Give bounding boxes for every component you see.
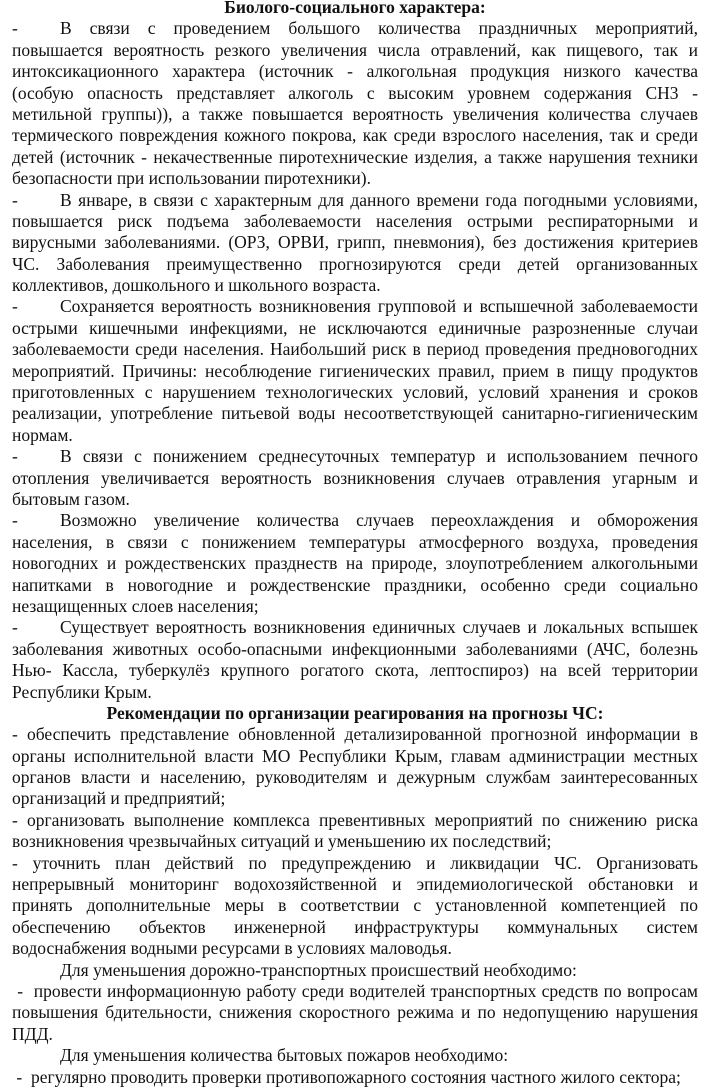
text-line: вирусными заболеваниями. (ОРЗ, ОРВИ, грипп, пневмония), без достижения критериев [12,232,698,253]
bio-social-list [12,18,698,703]
section-heading-bio-social: Биолого-социального характера: [224,0,486,17]
list-item [12,18,698,189]
text-line: напитками в новогодние и рождественские праздники, особенно среди социально [12,574,698,595]
text-line: Нью- Кассла, туберкулёз крупного рогатого скота, лептоспироз) на всей территории [12,660,698,681]
section-heading-recommendations: Рекомендации по организации реагирования на прогнозы ЧС: [106,702,604,723]
text-line [12,18,698,39]
text-line: детей (источник - некачественные пиротехнические изделия, а также нарушения техники [12,146,698,167]
text-line: острыми кишечными инфекциями, не исключаются единичные разрозненные случаи [12,317,698,338]
text-line: заболевания животных особо-опасными инфекционными заболеваниями (АЧС, болезнь [12,638,698,659]
line-text: В связи с проведением большого количества праздничных мероприятий, [60,18,698,39]
text-line [12,296,698,317]
text-line: повышается вероятность резкого увеличения числа отравлений, как пищевого, так и [12,39,698,60]
text-line: термического повреждения кожного покрова, как среди взрослого населения, так и среди [12,125,698,146]
text-line: возникновения чрезвычайных ситуаций и уменьшению их последствий; [12,831,552,852]
road-safety-list [12,981,698,1045]
line-text: Сохраняется вероятность возникновения групповой и вспышечной заболеваемости [60,296,698,317]
text-line: принять дополнительные меры в соответствии с установленной компетенцией по [12,895,698,916]
fire-safety-list [12,1067,698,1088]
text-line: отопления увеличивается вероятность возникновения случаев отравления угарным и [12,467,698,488]
line-text: Существует вероятность возникновения единичных случаев и локальных вспышек [60,617,698,638]
text-line: населения, в связи с понижением температуры атмосферного воздуха, проведения [12,531,698,552]
text-line [12,617,698,638]
text-line: - регулярно проводить проверки противопожарного состояния частного жилого сектора; [12,1066,681,1087]
text-line: Республики Крым. [12,681,152,702]
bullet-dash: - [12,617,18,638]
bullet-dash: - [12,510,18,531]
text-line: коллективов, дошкольного и школьного возраста. [12,275,381,296]
list-item [12,296,698,446]
text-line: новогодних и рождественских празднеств на природе, злоупотреблением алкогольными [12,553,698,574]
list-item [12,724,698,810]
text-line: (особую опасность представляет алкоголь с высоким уровнем содержания СН3 - [12,82,698,103]
text-line: органов власти и населению, руководителям и дежурным службам заинтересованных [12,767,698,788]
text-line: мероприятий. Причины: несоблюдение гигиенических правил, прием в пищу продуктов [12,360,698,381]
list-item [12,190,698,297]
text-line: ПДД. [12,1023,53,1044]
text-line: - организовать выполнение комплекса превентивных мероприятий по снижению риска [12,809,698,830]
text-line: незащищенных слоев населения; [12,595,259,616]
list-item [12,617,698,703]
list-item [12,1067,698,1088]
document-page [12,0,698,1088]
text-line: обеспечению объектов инженерной инфраструктуры коммунальных систем [12,916,698,937]
fire-safety-intro: Для уменьшения количества бытовых пожаров необходимо: [60,1045,509,1066]
road-safety-intro: Для уменьшения дорожно-транспортных происшествий необходимо: [60,959,577,980]
text-line: - уточнить план действий по предупреждению и ликвидации ЧС. Организовать [12,852,698,873]
list-item [12,981,698,1045]
line-text: В январе, в связи с характерным для данного времени года погодными условиями, [60,189,698,210]
text-line: нормам. [12,424,73,445]
text-line [12,446,698,467]
text-line: приготовленных с нарушением технологических условий, условий хранения и сроков [12,382,698,403]
text-line: органы исполнительной власти МО Республики Крым, главам администрации местных [12,745,698,766]
text-line: интоксикационного характера (источник - алкогольная продукция низкого качества [12,61,698,82]
text-line: метильной группы)), а также повышается вероятность увеличения количества случаев [12,103,698,124]
list-item [12,853,698,960]
text-line: ЧС. Заболевания преимущественно прогнозируются среди детей организованных [12,253,698,274]
text-line: бытовым газом. [12,488,130,509]
text-line: повышения бдительности, снижения скоростного режима и по недопущению нарушения [12,1002,698,1023]
list-item [12,446,698,510]
text-line: заболеваемости среди населения. Наибольший риск в период проведения предновогодних [12,339,698,360]
text-line: непрерывный мониторинг водохозяйственной и эпидемиологической обстановки и [12,874,698,895]
bullet-dash: - [12,446,18,467]
text-line: - провести информационную работу среди водителей транспортных средств по вопросам [12,980,698,1001]
text-line: безопасности при использовании пиротехники). [12,168,371,189]
list-item [12,510,698,617]
bullet-dash: - [12,18,18,39]
list-item [12,810,698,853]
line-text: Возможно увеличение количества случаев переохлаждения и обморожения [60,510,698,531]
bullet-dash: - [12,189,18,210]
text-line: - обеспечить представление обновленной детализированной прогнозной информации в [12,724,698,745]
text-line: водоснабжения водными ресурсами в условиях маловодья. [12,938,452,959]
text-line [12,510,698,531]
bullet-dash: - [12,296,18,317]
text-line: повышается риск подъема заболеваемости населения острыми респираторными и [12,210,698,231]
recommendations-list [12,724,698,959]
text-line: реализации, употребление питьевой воды несоответствующей санитарно-гигиеническим [12,403,698,424]
line-text: В связи с понижением среднесуточных температур и использованием печного [60,446,698,467]
text-line: организаций и предприятий; [12,788,226,809]
text-line [12,190,698,211]
